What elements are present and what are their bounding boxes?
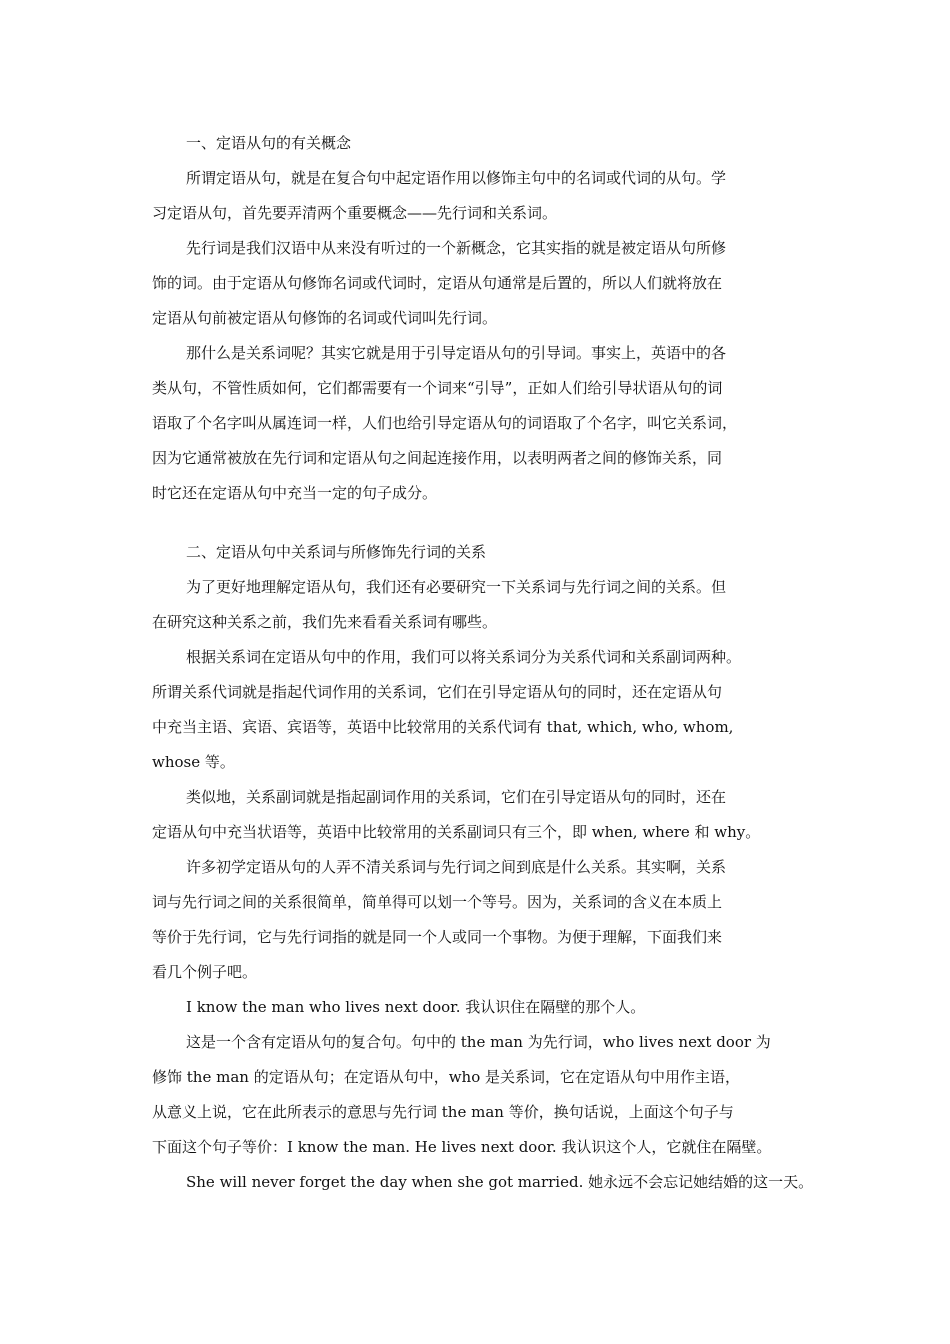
s2-p6-line-3: 从意义上说，它在此所表示的意思与先行词 the man 等价，换句话说，上面这个句子与: [152, 1103, 734, 1121]
s2-p4-line-4: 看几个例子吧。: [152, 963, 258, 981]
s1-p2-line-2: 饰的词。由于定语从句修饰名词或代词时，定语从句通常是后置的，所以人们就将放在: [152, 274, 723, 292]
document-body: [152, 126, 814, 1200]
s2-p2-line-4: whose 等。: [152, 753, 235, 771]
s2-p6-line-2: 修饰 the man 的定语从句；在定语从句中，who 是关系词，它在定语从句中用作主语，: [152, 1068, 740, 1086]
s1-p3-line-1: 那什么是关系词呢？其实它就是用于引导定语从句的引导词。事实上，英语中的各: [186, 344, 727, 362]
s1-p2-line-1: 先行词是我们汉语中从来没有听过的一个新概念，它其实指的就是被定语从句所修: [186, 239, 727, 257]
s2-p4-line-3: 等价于先行词，它与先行词指的就是同一个人或同一个事物。为便于理解，下面我们来: [152, 928, 723, 946]
s2-p4-line-1: 许多初学定语从句的人弄不清关系词与先行词之间到底是什么关系。其实啊，关系: [186, 858, 727, 876]
s2-p6-line-1: 这是一个含有定语从句的复合句。句中的 the man 为先行词，who lives next door 为: [186, 1033, 771, 1051]
s1-p1-line-1: 所谓定语从句，就是在复合句中起定语作用以修饰主句中的名词或代词的从句。学: [186, 169, 727, 187]
s1-p3-line-4: 因为它通常被放在先行词和定语从句之间起连接作用，以表明两者之间的修饰关系，同: [152, 449, 723, 467]
s2-p2-line-1: 根据关系词在定语从句中的作用，我们可以将关系词分为关系代词和关系副词两种。: [186, 648, 742, 666]
s2-example-1: I know the man who lives next door. 我认识住在隔壁的那个人。: [186, 998, 646, 1016]
s2-p2-line-2: 所谓关系代词就是指起代词作用的关系词，它们在引导定语从句的同时，还在定语从句: [152, 683, 723, 701]
s2-p3-line-1: 类似地，关系副词就是指起副词作用的关系词，它们在引导定语从句的同时，还在: [186, 788, 727, 806]
s1-p3-line-2: 类从句，不管性质如何，它们都需要有一个词来“引导”，正如人们给引导状语从句的词: [152, 379, 723, 397]
s2-p3-line-2: 定语从句中充当状语等，英语中比较常用的关系副词只有三个，即 when, where 和 why。: [152, 823, 761, 841]
section-gap: [152, 511, 807, 535]
s2-p2-line-3: 中充当主语、宾语、宾语等，英语中比较常用的关系代词有 that, which, who, whom,: [152, 718, 734, 736]
s1-p3-line-3: 语取了个名字叫从属连词一样，人们也给引导定语从句的词语取了个名字，叫它关系词，: [152, 414, 738, 432]
s2-p4-line-2: 词与先行词之间的关系很简单，简单得可以划一个等号。因为，关系词的含义在本质上: [152, 893, 723, 911]
section1-heading: 一、定语从句的有关概念: [186, 134, 352, 152]
s2-p6-line-4: 下面这个句子等价：I know the man. He lives next door. 我认识这个人，它就住在隔壁。: [152, 1138, 772, 1156]
s2-p1-line-2: 在研究这种关系之前，我们先来看看关系词有哪些。: [152, 613, 498, 631]
section2-heading: 二、定语从句中关系词与所修饰先行词的关系: [186, 543, 487, 561]
s2-p1-line-1: 为了更好地理解定语从句，我们还有必要研究一下关系词与先行词之间的关系。但: [186, 578, 727, 596]
s2-example-2: She will never forget the day when she got married. 她永远不会忘记她结婚的这一天。: [186, 1173, 814, 1191]
s1-p3-line-5: 时它还在定语从句中充当一定的句子成分。: [152, 484, 438, 502]
s1-p1-line-2: 习定语从句，首先要弄清两个重要概念——先行词和关系词。: [152, 204, 558, 222]
s1-p2-line-3: 定语从句前被定语从句修饰的名词或代词叫先行词。: [152, 309, 498, 327]
